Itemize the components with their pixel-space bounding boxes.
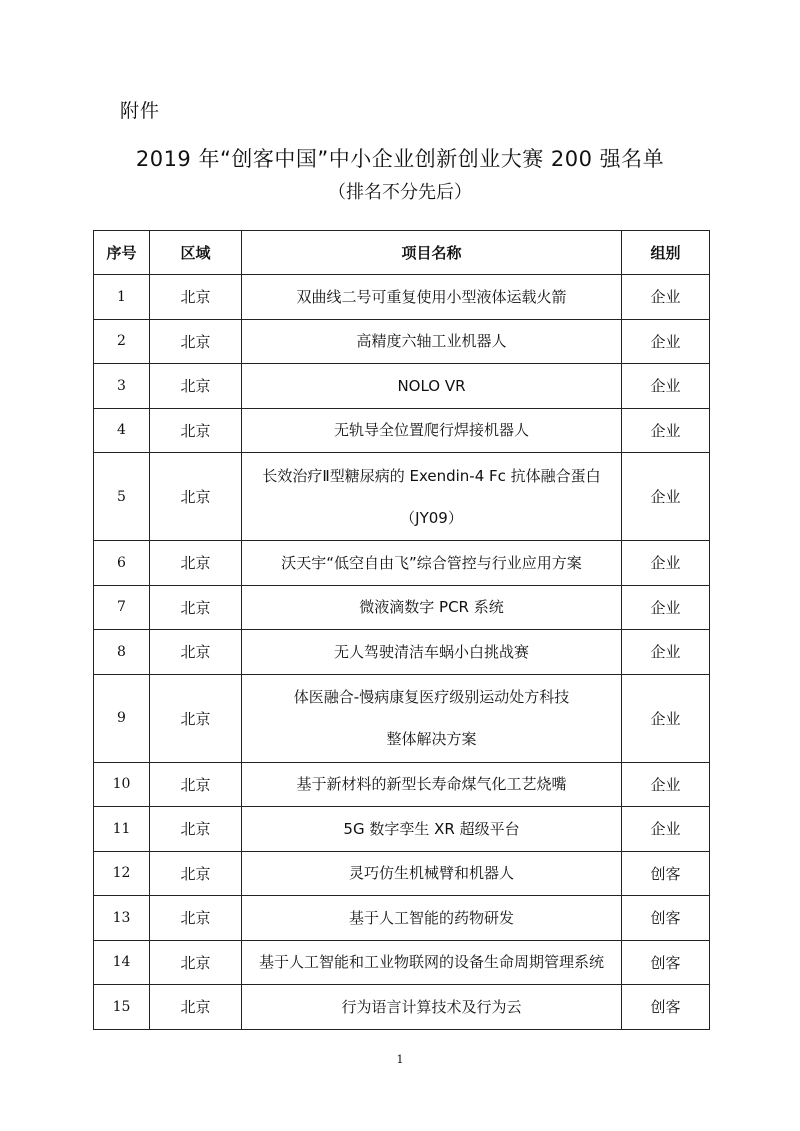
cell-no: 5 — [94, 453, 150, 541]
cell-no: 3 — [94, 364, 150, 409]
table-row — [94, 319, 710, 364]
table-row — [94, 896, 710, 941]
cell-group: 企业 — [622, 630, 710, 675]
cell-project — [242, 408, 622, 453]
cell-no: 10 — [94, 762, 150, 807]
cell-no: 12 — [94, 851, 150, 896]
cell-project — [242, 985, 622, 1030]
project-name-line: 无轨导全位置爬行焊接机器人 — [333, 421, 529, 440]
cell-region: 北京 — [150, 940, 242, 985]
table-row — [94, 807, 710, 852]
project-name-line: 微液滴数字 PCR 系统 — [359, 598, 504, 617]
table-row — [94, 851, 710, 896]
cell-region: 北京 — [150, 319, 242, 364]
cell-region: 北京 — [150, 674, 242, 762]
cell-group: 创客 — [622, 985, 710, 1030]
table-row — [94, 275, 710, 320]
cell-project — [242, 940, 622, 985]
cell-no: 14 — [94, 940, 150, 985]
attachment-label: 附件 — [120, 100, 161, 122]
cell-group: 企业 — [622, 319, 710, 364]
cell-region: 北京 — [150, 585, 242, 630]
table-row — [94, 630, 710, 675]
list-table — [93, 230, 710, 1030]
table-row — [94, 541, 710, 586]
cell-no: 2 — [94, 319, 150, 364]
project-name-line: （JY09） — [400, 508, 463, 527]
cell-region: 北京 — [150, 896, 242, 941]
cell-region: 北京 — [150, 364, 242, 409]
project-name-line: 灵巧仿生机械臂和机器人 — [348, 864, 514, 883]
cell-project — [242, 541, 622, 586]
cell-region: 北京 — [150, 985, 242, 1030]
cell-region: 北京 — [150, 453, 242, 541]
project-name-line: 基于新材料的新型长寿命煤气化工艺烧嘴 — [296, 775, 567, 794]
table-row — [94, 364, 710, 409]
cell-group: 企业 — [622, 762, 710, 807]
project-name-line: 双曲线二号可重复使用小型液体运载火箭 — [296, 287, 567, 306]
cell-project — [242, 364, 622, 409]
cell-no: 9 — [94, 674, 150, 762]
project-name-line: 5G 数字孪生 XR 超级平台 — [343, 819, 520, 838]
table-row — [94, 985, 710, 1030]
header-region: 区域 — [150, 231, 242, 275]
table-row — [94, 940, 710, 985]
cell-project — [242, 896, 622, 941]
cell-no: 13 — [94, 896, 150, 941]
project-name-line: NOLO VR — [397, 376, 466, 395]
header-group: 组别 — [622, 231, 710, 275]
cell-region: 北京 — [150, 762, 242, 807]
table-row — [94, 408, 710, 453]
cell-project — [242, 851, 622, 896]
cell-group: 创客 — [622, 851, 710, 896]
project-name-line: 高精度六轴工业机器人 — [356, 332, 507, 351]
cell-project — [242, 275, 622, 320]
cell-project — [242, 453, 622, 541]
table-row — [94, 453, 710, 541]
cell-group: 企业 — [622, 275, 710, 320]
cell-region: 北京 — [150, 807, 242, 852]
cell-region: 北京 — [150, 851, 242, 896]
cell-region: 北京 — [150, 630, 242, 675]
cell-no: 4 — [94, 408, 150, 453]
cell-no: 8 — [94, 630, 150, 675]
cell-no: 1 — [94, 275, 150, 320]
cell-group: 企业 — [622, 364, 710, 409]
project-name-line: 整体解决方案 — [386, 730, 477, 748]
document-subtitle: （排名不分先后） — [328, 182, 472, 203]
project-name-line: 基于人工智能的药物研发 — [348, 908, 514, 927]
header-project: 项目名称 — [242, 231, 622, 275]
cell-project — [242, 585, 622, 630]
table-header-row — [94, 231, 710, 275]
cell-group: 企业 — [622, 453, 710, 541]
project-name-line: 体医融合-慢病康复医疗级别运动处方科技 — [293, 688, 570, 706]
page-number: 1 — [396, 1053, 404, 1066]
cell-no: 15 — [94, 985, 150, 1030]
project-name-line: 基于人工智能和工业物联网的设备生命周期管理系统 — [258, 953, 604, 972]
project-name-line: 无人驾驶清洁车蜗小白挑战赛 — [333, 642, 529, 661]
document-title: 2019 年“创客中国”中小企业创新创业大赛 200 强名单 — [135, 147, 665, 171]
cell-project — [242, 807, 622, 852]
cell-group: 创客 — [622, 896, 710, 941]
cell-project — [242, 674, 622, 762]
table-row — [94, 674, 710, 762]
cell-group: 企业 — [622, 541, 710, 586]
cell-project — [242, 630, 622, 675]
cell-no: 7 — [94, 585, 150, 630]
project-name-line: 长效治疗Ⅱ型糖尿病的 Exendin-4 Fc 抗体融合蛋白 — [262, 466, 601, 485]
cell-project — [242, 319, 622, 364]
cell-group: 企业 — [622, 408, 710, 453]
cell-region: 北京 — [150, 541, 242, 586]
cell-group: 企业 — [622, 674, 710, 762]
cell-group: 企业 — [622, 585, 710, 630]
cell-region: 北京 — [150, 408, 242, 453]
table-body — [94, 275, 710, 1030]
cell-group: 企业 — [622, 807, 710, 852]
table-row — [94, 585, 710, 630]
cell-group: 创客 — [622, 940, 710, 985]
cell-project — [242, 762, 622, 807]
project-name-line: 沃天宇“低空自由飞”综合管控与行业应用方案 — [281, 553, 582, 572]
header-no: 序号 — [94, 231, 150, 275]
table-row — [94, 762, 710, 807]
project-name-line: 行为语言计算技术及行为云 — [341, 997, 522, 1016]
cell-no: 6 — [94, 541, 150, 586]
cell-region: 北京 — [150, 275, 242, 320]
cell-no: 11 — [94, 807, 150, 852]
